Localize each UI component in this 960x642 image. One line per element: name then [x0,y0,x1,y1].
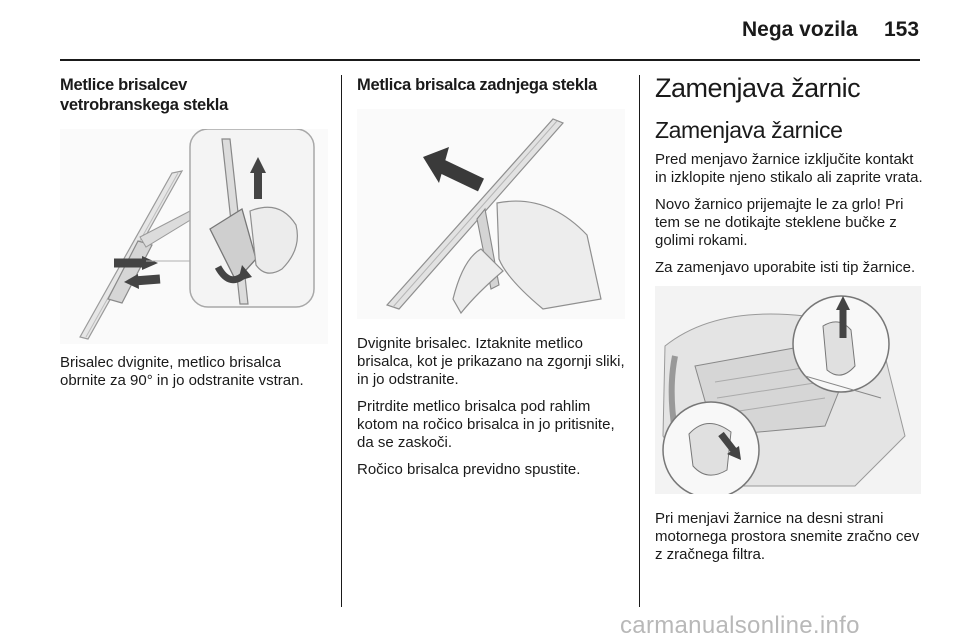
bulb-paragraph-1: Pred menjavo žarnice izključite kontakt in izklopite njeno stikalo ali zaprite vrata. [655,151,923,186]
bulb-paragraph-2: Novo žarnico prijemajte le za grlo! Pri tem se ne dotikajte steklene bučke z golimi rokami. [655,196,904,249]
section-title: Nega vozila [742,18,858,41]
rear-wiper-heading: Metlica brisalca zadnjega stekla [357,76,597,94]
page-number: 153 [884,18,920,41]
column-divider-2 [639,75,640,607]
rear-wiper-paragraph-1: Dvignite brisalec. Iztaknite metlico brisalca, kot je prikazano na zgornji sliki, in jo odstranite. [357,335,625,388]
front-wiper-heading: Metlice brisalcev vetrobranskega stekla [60,76,228,114]
bulb-paragraph-3: Za zamenjavo uporabite isti tip žarnice. [655,259,916,276]
bulb-caption: Pri menjavi žarnice na desni strani motornega prostora snemite zračno cev z zračnega filtra. [655,510,920,563]
front-wiper-paragraph-1: Brisalec dvignite, metlico brisalca obrnite za 90° in jo odstranite vstran. [60,354,304,389]
column-front-wiper [60,75,328,399]
bulb-replacement-heading: Zamenjava žarnic [655,73,861,103]
front-wiper-illustration [60,129,328,344]
engine-bay-illustration [655,286,921,494]
bulb-replacement-subheading: Zamenjava žarnice [655,117,843,143]
rear-wiper-illustration [357,109,625,319]
watermark: carmanualsonline.info [620,612,860,639]
header-rule [60,59,920,61]
column-divider-1 [341,75,342,607]
rear-wiper-paragraph-3: Ročico brisalca previdno spustite. [357,461,581,478]
rear-wiper-paragraph-2: Pritrdite metlico brisalca pod rahlim kotom na ročico brisalca in jo pritisnite, da se zaskoči. [357,398,615,451]
column-rear-wiper [357,75,625,488]
column-bulb-replacement [655,75,925,573]
